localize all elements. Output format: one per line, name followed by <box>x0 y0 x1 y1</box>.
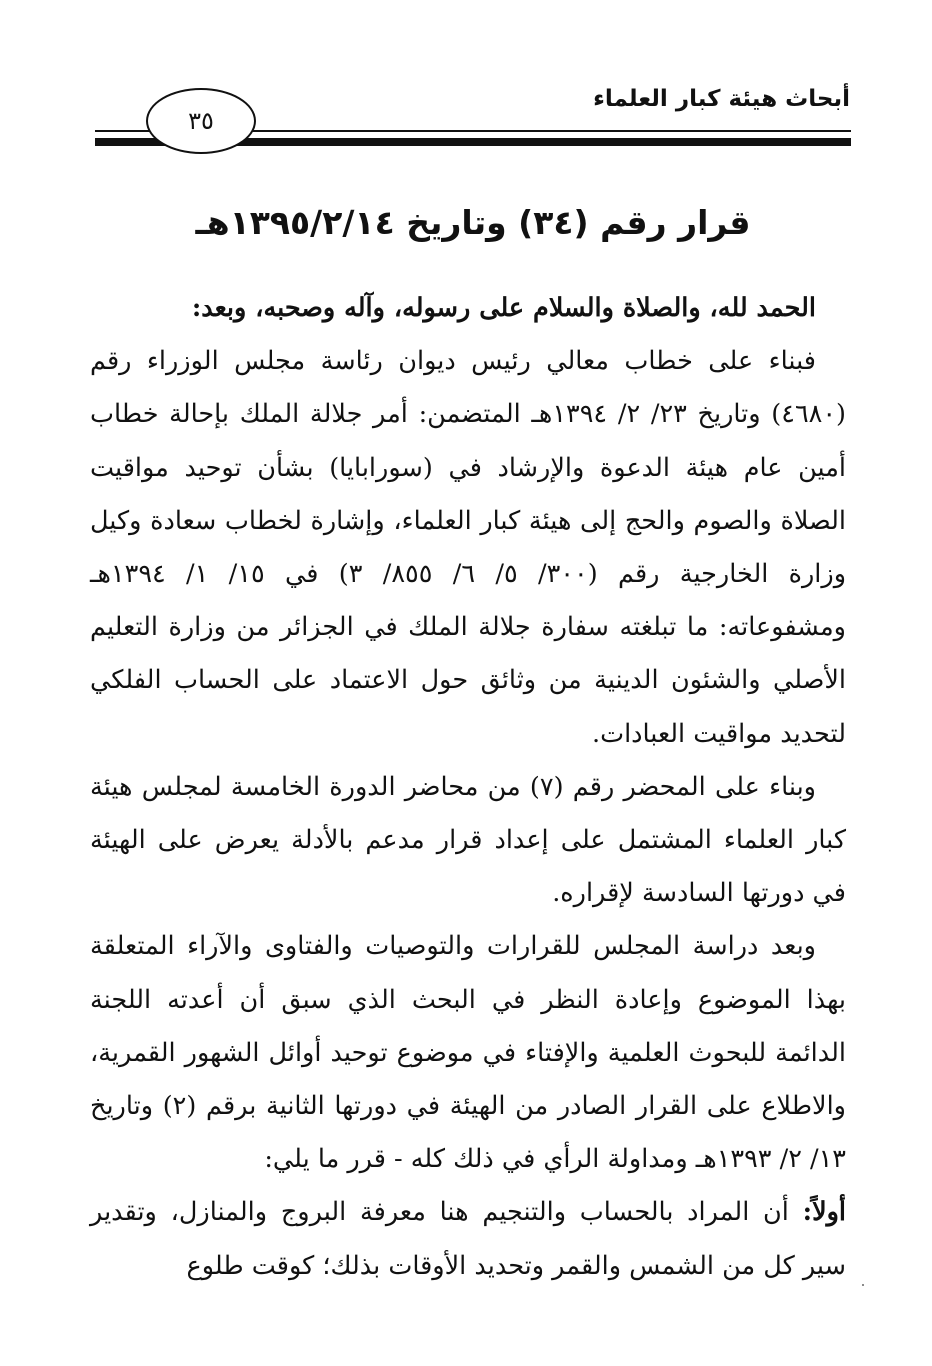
first-item-label: أولاً: <box>802 1197 847 1228</box>
first-item-paragraph <box>90 1186 846 1292</box>
running-header-title: أبحاث هيئة كبار العلماء <box>593 86 850 112</box>
paragraph-3: وبعد دراسة المجلس للقرارات والتوصيات والفتاوى والآراء المتعلقة بهذا الموضوع وإعادة النظر في البحث الذي سبق أن أعدته اللجنة الدائمة للبحوث العلمية والإفتاء في موضوع توحيد أوائل الشهور القمرية، والاطلاع على القرار الصادر من الهيئة في دورتها الثانية برقم (٢) وتاريخ ١٣/ ٢/ ١٣٩٣هـ ومداولة الرأي في ذلك كله - قرر ما يلي: <box>90 931 846 1175</box>
body-text <box>90 282 846 1293</box>
page-number <box>146 88 256 154</box>
paragraph-1: فبناء على خطاب معالي رئيس ديوان رئاسة مجلس الوزراء رقم (٤٦٨٠) وتاريخ ٢٣/ ٢/ ١٣٩٤هـ المتضمن: أمر جلالة الملك بإحالة خطاب أمين عام هيئة الدعوة والإرشاد في (سورابايا) بشأن توحيد مواقيت الصلاة والصوم والحج إلى هيئة كبار العلماء، وإشارة لخطاب سعادة وكيل وزارة الخارجية رقم (٣٠٠/ ٥/ ٦/ ٨٥٥/ ٣) في ١٥/ ١/ ١٣٩٤هـ ومشفوعاته: ما تبلغته سفارة جلالة الملك في الجزائر من وزارة التعليم الأصلي والشئون الدينية من وثائق حول الاعتماد على الحساب الفلكي لتحديد مواقيت العبادات. <box>90 346 847 749</box>
decision-title: قرار رقم (٣٤) وتاريخ ١٣٩٥/٢/١٤هـ <box>195 203 751 242</box>
page-number-label: ٣٥ <box>188 107 214 135</box>
first-item-text: أن المراد بالحساب والتنجيم هنا معرفة البروج والمنازل، وتقدير سير كل من الشمس والقمر وتحديد الأوقات بذلك؛ كوقت طلوع <box>90 1197 846 1281</box>
margin-dot <box>862 1284 864 1286</box>
greeting-paragraph: الحمد لله، والصلاة والسلام على رسوله، وآله وصحبه، وبعد: <box>191 293 816 323</box>
paragraph-2: وبناء على المحضر رقم (٧) من محاضر الدورة الخامسة لمجلس هيئة كبار العلماء المشتمل على إعداد قرار مدعم بالأدلة يعرض على الهيئة في دورتها السادسة لإقراره. <box>90 771 846 909</box>
